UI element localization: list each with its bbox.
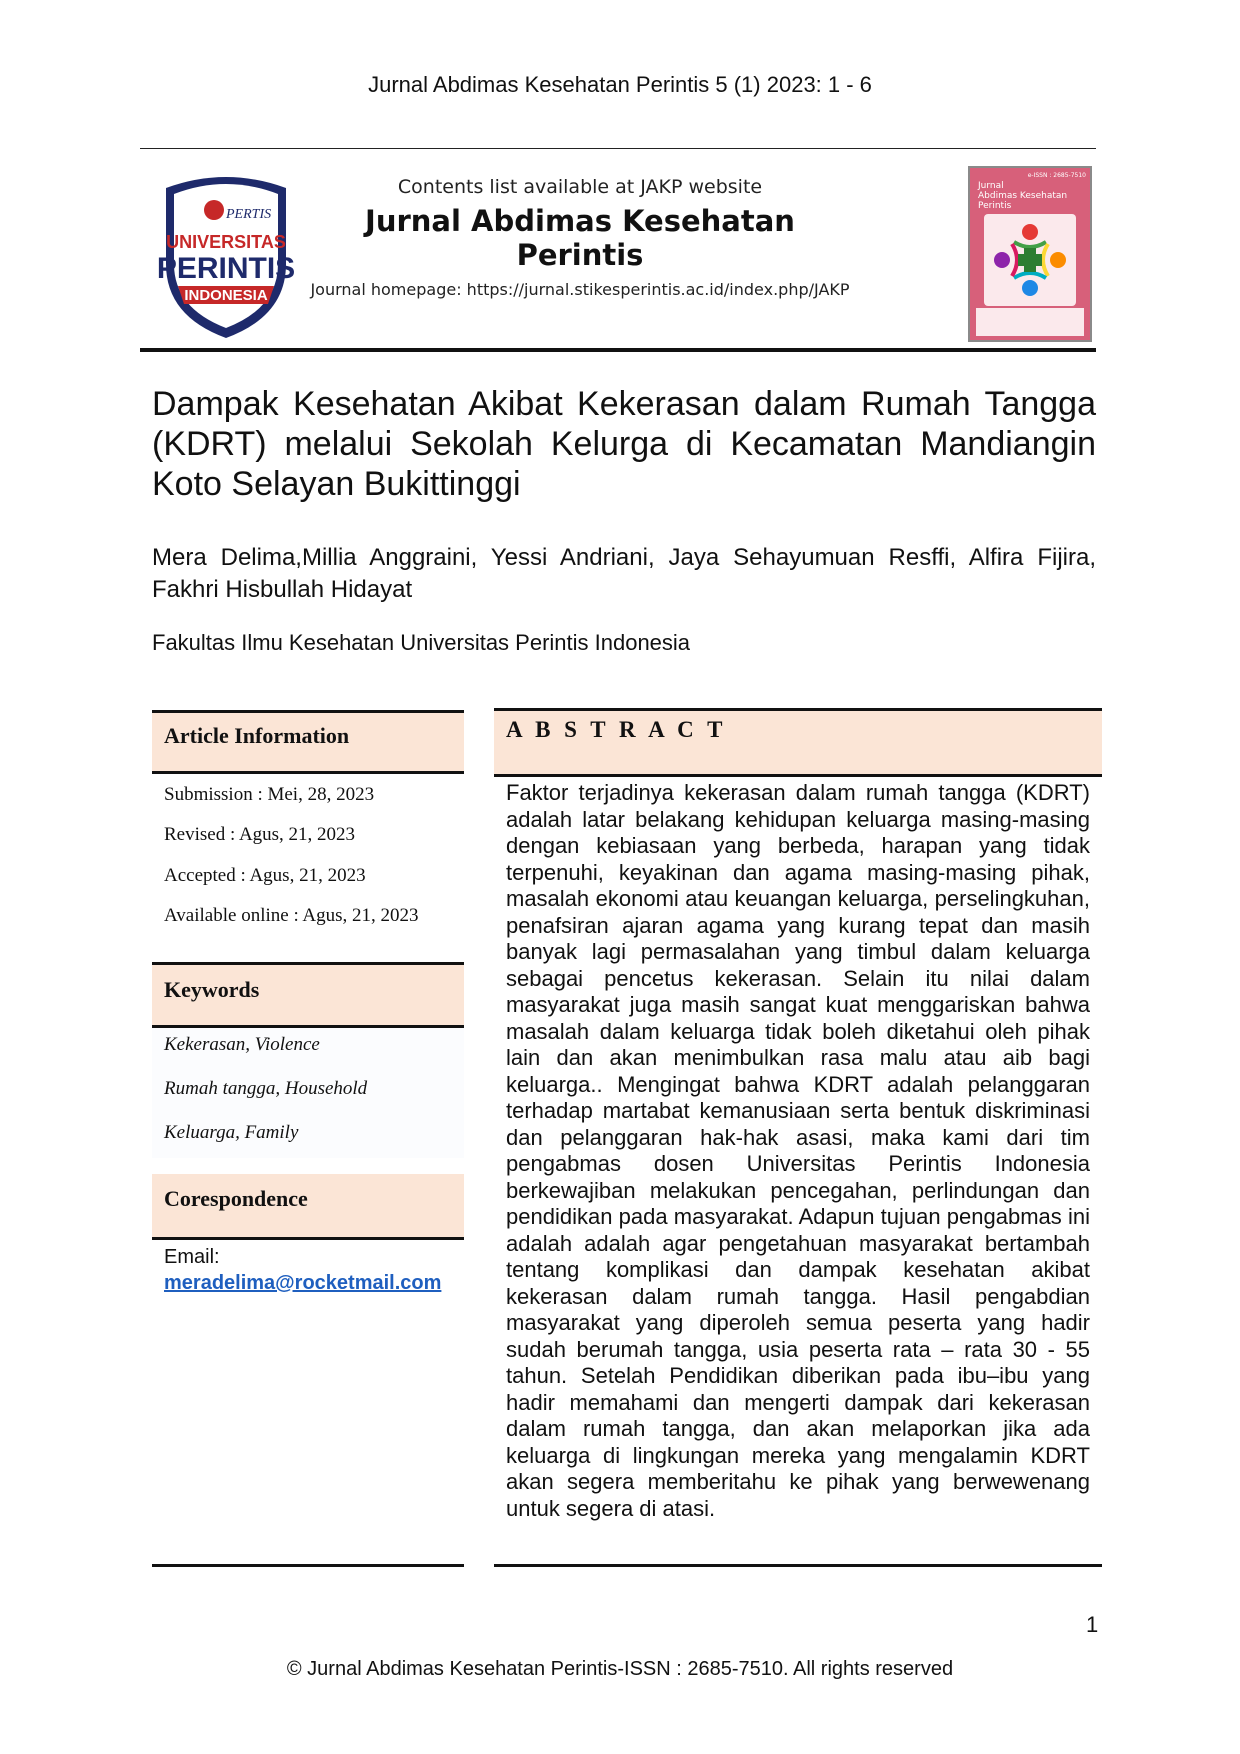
email-label: Email: <box>164 1246 220 1268</box>
article-title: Dampak Kesehatan Akibat Kekerasan dalam Rumah Tangga (KDRT) melalui Sekolah Kelurga di Kecamatan Mandiangin Koto Selayan Bukittinggi <box>152 385 1096 503</box>
abstract-text: Faktor terjadinya kekerasan dalam rumah tangga (KDRT) adalah latar belakang kehidupan keluarga masing-masing dengan kebiasaan yang berbeda, harapan yang tidak terpenuhi, keyakinan dan agama masing-masing pihak, masalah ekonomi atau keuangan keluarga, perselingkuhan, penafsiran ajaran agama yang kurang tepat dan masih banyak lagi permasalahan yang timbul dalam keluarga sebagai pencetus kekerasan. Selain itu nilai dalam masyarakat juga masih sangat kuat menggariskan bahwa masalah dalam keluarga tidak boleh diketahui oleh pihak lain dan akan menimbulkan rasa malu atau aib bagi keluarga.. Mengingat bahwa KDRT adalah pelanggaran terhadap martabat kemanusiaan serta bentuk diskriminasi dan pelanggaran hak-hak asasi, maka kami dari tim pengabmas dosen Universitas Perintis Indonesia berkewajiban melakukan pencegahan, perlindungan dan pendidikan pada masyarakat. Adapun tujuan pengabmas ini adalah adalah agar pengetahuan masyarakat bertambah tentang komplikasi dan dampak kesehatan akibat kekerasan dalam rumah tangga. Hasil pengabdian masyarakat yang diperoleh semua peserta yang hadir sudah berumah tangga, usia peserta rata – rata 30 - 55 tahun. Setelah Pendidikan diberikan pada ibu–ibu yang hadir memahami dan mengerti dampak dari kekerasan dalam rumah tangga, dan akan melaporkan jika ada keluarga di lingkungan mereka yang mengalamin KDRT akan segera memberitahu ke pihak yang berwewenang untuk segera di atasi. <box>506 780 1090 1521</box>
article-info-heading: Article Information <box>152 710 464 774</box>
cover-title-line1: Jurnal <box>978 181 1004 191</box>
masthead-contents: Contents list available at JAKP website <box>397 176 763 198</box>
abstract-heading-rule <box>494 774 1102 777</box>
cover-title <box>978 182 1090 212</box>
journal-homepage: Journal homepage: https://jurnal.stikesperintis.ac.id/index.php/JAKP <box>310 280 850 299</box>
article-info-column <box>152 710 464 1296</box>
revised-date: Revised : Agus, 21, 2023 <box>164 824 356 845</box>
running-head: Jurnal Abdimas Kesehatan Perintis 5 (1) 2023: 1 - 6 <box>368 72 872 97</box>
keyword-item: Rumah tangga, Household <box>152 1078 464 1122</box>
cover-footer <box>976 308 1084 336</box>
left-column-bottom-rule <box>152 1564 464 1567</box>
submission-date: Submission : Mei, 28, 2023 <box>164 784 375 805</box>
masthead-rule <box>140 348 1096 352</box>
page-number: 1 <box>1086 1612 1099 1637</box>
abstract-heading: A B S T R A C T <box>494 708 1102 774</box>
keywords-heading: Keywords <box>152 962 464 1028</box>
logo-line2: PERINTIS <box>156 252 296 285</box>
journal-cover <box>968 166 1092 342</box>
available-online-date: Available online : Agus, 21, 2023 <box>164 905 419 926</box>
accepted-date: Accepted : Agus, 21, 2023 <box>164 865 366 886</box>
author-list: Mera Delima,Millia Anggraini, Yessi Andriani, Jaya Sehayumuan Resffi, Alfira Fijira, Fakhri Hisbullah Hidayat <box>152 544 1096 603</box>
cover-title-line2: Abdimas Kesehatan Perintis <box>978 190 1068 211</box>
keyword-item: Kekerasan, Violence <box>152 1034 464 1078</box>
logo-line1: UNIVERSITAS <box>166 232 286 252</box>
university-logo <box>156 168 296 340</box>
keyword-item: Keluarga, Family <box>152 1122 464 1158</box>
abstract-bottom-rule <box>494 1564 1102 1567</box>
masthead <box>300 176 860 299</box>
cover-emblem <box>984 214 1076 306</box>
cover-issn: e-ISSN : 2685-7510 <box>1027 172 1086 179</box>
logo-top-text: PERTIS <box>226 207 272 222</box>
journal-name: Jurnal Abdimas Kesehatan Perintis <box>365 204 795 272</box>
logo-line3: INDONESIA <box>184 287 268 304</box>
header-rule <box>140 148 1096 149</box>
affiliation: Fakultas Ilmu Kesehatan Universitas Perintis Indonesia <box>152 630 691 655</box>
copyright-footer: © Jurnal Abdimas Kesehatan Perintis-ISSN : 2685-7510. All rights reserved <box>286 1658 954 1680</box>
correspondence-heading: Corespondence <box>152 1174 464 1240</box>
correspondence-block <box>152 1244 464 1296</box>
email-link[interactable]: meradelima@rocketmail.com <box>164 1272 442 1294</box>
